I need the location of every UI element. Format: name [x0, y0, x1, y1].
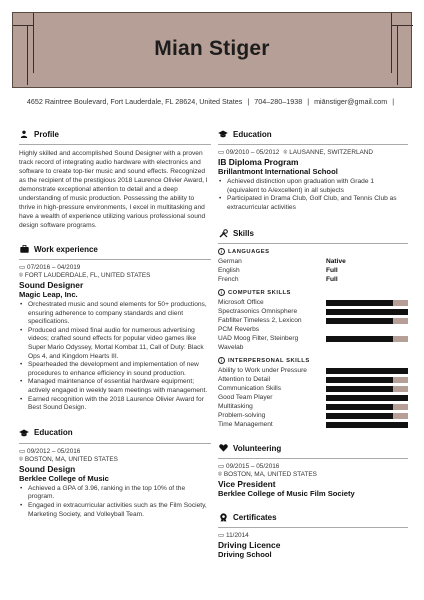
skill-name: Spectrasonics Omnisphere: [218, 308, 298, 316]
languages-list: [218, 257, 408, 284]
info-icon: i: [218, 289, 225, 296]
skill-level-fill: [326, 309, 408, 315]
language-name: French: [218, 276, 239, 284]
language-level: Native: [326, 258, 346, 266]
language-name: German: [218, 258, 242, 266]
separator: |: [307, 97, 310, 106]
computer-skills-list: [218, 298, 408, 352]
left-column: [19, 127, 211, 519]
divider: [19, 259, 211, 260]
skill-level-fill: [326, 386, 393, 392]
graduation-cap-icon: [218, 129, 228, 139]
skill-name: Communication Skills: [218, 385, 282, 393]
certificate-name: Driving Licence: [218, 540, 281, 551]
skill-level-bar: [326, 404, 408, 410]
calendar-icon: ▭: [218, 149, 225, 156]
list-item: [218, 266, 408, 275]
edu-left-dates: 09/2012 – 05/2016: [27, 447, 81, 455]
separator: |: [392, 97, 395, 106]
edu-right-school: Brillantmont International School: [218, 167, 338, 176]
location-pin-icon: ⌾: [283, 149, 288, 156]
volunteering-dates-row: [218, 463, 408, 471]
heart-icon: [218, 443, 228, 453]
header-frame-line: [391, 25, 413, 26]
certificate-date: 11/2014: [226, 532, 249, 540]
skill-name: Problem-solving: [218, 412, 266, 420]
contact-line: [0, 97, 424, 107]
address: 4652 Raintree Boulevard, Fort Lauderdale, FL 28624, United States: [26, 97, 243, 106]
header-frame-line: [13, 25, 33, 26]
interpersonal-skills-heading: [218, 357, 408, 364]
edu-right-degree: IB Diploma Program: [218, 157, 299, 167]
certificates-heading: [218, 510, 408, 524]
volunteering-location: BOSTON, MA, UNITED STATES: [223, 471, 317, 479]
language-name: English: [218, 267, 240, 275]
skill-level-bar: [326, 422, 408, 428]
edu-left-location-row: [19, 456, 211, 464]
edu-right-dates: 09/2010 – 05/2012: [226, 149, 280, 156]
volunteering-org: Berklee College of Music Film Society: [218, 489, 355, 499]
divider: [218, 144, 408, 145]
skill-level-fill: [326, 422, 408, 428]
profile-text: Highly skilled and accomplished Sound Designer with a proven track record of integrating audio hardware with electronics and software to create top-tier music and sound effects. Recognized as the recipient of the prestigious 2018 Laurence Olivier Award, I demonstrate exceptional attention to detail and a deep understanding of music production. Possessing the ability to thrive in high-pressure environments, I excel in multitasking and have a wealth of experience utilizing various professional sound design software programs.: [19, 150, 208, 229]
divider: [218, 527, 408, 528]
certificates-title: Certificates: [233, 512, 277, 522]
skill-name: Time Management: [218, 421, 273, 429]
interpersonal-skills-heading-text: INTERPERSONAL SKILLS: [228, 357, 310, 364]
divider: [19, 443, 211, 444]
skill-level-bar: [326, 309, 408, 315]
work-section: [19, 242, 211, 413]
skills-title: Skills: [233, 228, 254, 238]
calendar-icon: ▭: [19, 264, 26, 271]
edu-right-location: LAUSANNE, SWITZERLAND: [289, 149, 374, 156]
education-right-title: Education: [233, 129, 272, 139]
edu-left-bullets: [19, 485, 211, 519]
certificates-section: [218, 510, 408, 559]
work-location: FORT LAUDERDALE, FL, UNITED STATES: [24, 272, 151, 279]
list-item: [218, 420, 408, 429]
divider: [19, 144, 211, 145]
computer-skills-heading-text: COMPUTER SKILLS: [228, 289, 291, 296]
work-location-row: [19, 272, 211, 280]
profile-section: [19, 127, 211, 230]
languages-heading-text: LANGUAGES: [228, 248, 270, 255]
list-item: • Achieved a GPA of 3.96, ranking in the top 10% of the program.: [19, 485, 211, 502]
volunteering-section: [218, 441, 408, 498]
volunteering-title: Volunteering: [233, 443, 282, 453]
education-left-title: Education: [34, 428, 73, 438]
list-item: • Managed maintenance of essential hardware equipment; actively engaged in weekly team meetings with management.: [19, 378, 211, 395]
skill-level-bar: [326, 300, 408, 306]
edu-left-degree: Sound Design: [19, 463, 76, 474]
edu-right-meta-row: [218, 149, 408, 157]
work-title: Work experience: [34, 244, 98, 254]
interpersonal-skills-list: [218, 366, 408, 429]
list-item: [218, 298, 408, 307]
skills-heading: [218, 226, 408, 240]
volunteering-dates: 09/2015 – 05/2016: [226, 463, 280, 471]
skill-level-bar: [326, 377, 408, 383]
language-level: Full: [326, 276, 338, 284]
work-heading: [19, 242, 211, 256]
info-icon: i: [218, 248, 225, 255]
volunteering-heading: [218, 441, 408, 455]
skill-level-bar: [326, 386, 408, 392]
divider: [218, 458, 408, 459]
separator: |: [247, 97, 250, 106]
volunteering-role: Vice President: [218, 479, 276, 490]
language-level: Full: [326, 267, 338, 275]
list-item: [218, 316, 408, 334]
skill-level-fill: [326, 318, 393, 324]
skill-level-fill: [326, 395, 408, 401]
info-icon: i: [218, 357, 225, 364]
skill-level-fill: [326, 404, 393, 410]
education-right-section: [218, 127, 408, 212]
edu-left-dates-row: [19, 448, 211, 456]
education-right-heading: [218, 127, 408, 141]
skill-name: Ability to Work under Pressure: [218, 367, 307, 375]
calendar-icon: ▭: [19, 447, 26, 455]
skill-name: Attention to Detail: [218, 376, 271, 384]
certificate-issuer: Driving School: [218, 550, 272, 560]
list-item: [218, 384, 408, 393]
list-item: [218, 393, 408, 402]
skill-level-fill: [326, 377, 393, 383]
work-role: Sound Designer: [19, 280, 84, 290]
skill-level-bar: [326, 395, 408, 401]
work-bullets: [19, 301, 211, 413]
person-icon: [19, 129, 29, 139]
calendar-icon: ▭: [218, 463, 225, 471]
right-column: [218, 127, 408, 559]
list-item: • Achieved distinction upon graduation with Grade 1 (equivalent to A/excellent) in all subjects: [218, 178, 408, 195]
volunteering-location-row: [218, 471, 408, 479]
candidate-name: Mian Stiger: [154, 37, 270, 60]
tools-icon: [218, 228, 228, 238]
list-item: • Participated in Drama Club, Golf Club, and Tennis Club as extracurricular activities: [218, 195, 408, 212]
languages-heading: [218, 248, 408, 255]
education-left-heading: [19, 426, 211, 440]
location-pin-icon: ⌾: [218, 471, 222, 479]
divider: [218, 243, 408, 244]
list-item: • Earned recognition with the 2018 Laurence Olivier Award for Best Sound Design.: [19, 396, 211, 413]
edu-left-location: BOSTON, MA, UNITED STATES: [24, 455, 118, 463]
computer-skills-heading: [218, 289, 408, 296]
skill-level-fill: [326, 300, 393, 306]
header-banner: [12, 12, 412, 88]
skill-level-fill: [326, 413, 393, 419]
skill-level-bar: [326, 318, 408, 324]
edu-left-school: Berklee College of Music: [19, 473, 109, 483]
list-item: [218, 411, 408, 420]
list-item: [218, 257, 408, 266]
skill-level-bar: [326, 368, 408, 374]
list-item: • Produced and mixed final audio for numerous advertising videos; crafted sound effects for popular video games like Super Mario Odyssey, Mortal Kombat 11, Call of Duty: Black Ops 4, and Kingdom Hearts III.: [19, 327, 211, 361]
certificate-date-row: [218, 532, 408, 540]
work-dates-row: [19, 264, 211, 272]
graduation-cap-icon: [19, 428, 29, 438]
work-entry: [19, 264, 211, 413]
edu-right-bullets: [218, 178, 408, 212]
skills-section: [218, 226, 408, 429]
profile-heading: [19, 127, 211, 141]
award-icon: [218, 512, 228, 522]
list-item: • Orchestrated music and sound elements for 50+ productions, ensuring adherence to company standards and client specifications.: [19, 301, 211, 327]
list-item: [218, 375, 408, 384]
skill-name: Fabfilter Timeless 2, Lexicon PCM Reverbs: [218, 317, 302, 334]
calendar-icon: ▭: [218, 532, 225, 540]
email-link[interactable]: miānstiger@gmail.com: [314, 97, 388, 106]
skill-level-bar: [326, 336, 408, 342]
list-item: • Spearheaded the development and implementation of new procedures to enhance efficiency in sound production.: [19, 361, 211, 378]
skill-level-bar: [326, 413, 408, 419]
location-pin-icon: ⌾: [19, 272, 23, 279]
skill-name: UAD Moog Filter, Steinberg Wavelab: [218, 335, 299, 352]
briefcase-icon: [19, 244, 29, 254]
list-item: [218, 402, 408, 411]
skill-level-fill: [326, 368, 408, 374]
list-item: [218, 307, 408, 316]
list-item: [218, 366, 408, 375]
phone[interactable]: 704–280–1938: [254, 97, 303, 106]
list-item: [218, 334, 408, 352]
profile-title: Profile: [34, 129, 59, 139]
skill-name: Good Team Player: [218, 394, 273, 402]
skill-name: Multitasking: [218, 403, 253, 411]
work-dates: 07/2016 – 04/2019: [27, 264, 81, 271]
location-pin-icon: ⌾: [19, 455, 23, 463]
list-item: • Engaged in extracurricular activities such as the Film Society, Marketing Society, and Volleyball Team.: [19, 502, 211, 519]
education-left-section: [19, 426, 211, 519]
work-org: Magic Leap, Inc.: [19, 290, 78, 299]
list-item: [218, 275, 408, 284]
skill-level-fill: [326, 336, 393, 342]
skill-name: Microsoft Office: [218, 299, 264, 307]
